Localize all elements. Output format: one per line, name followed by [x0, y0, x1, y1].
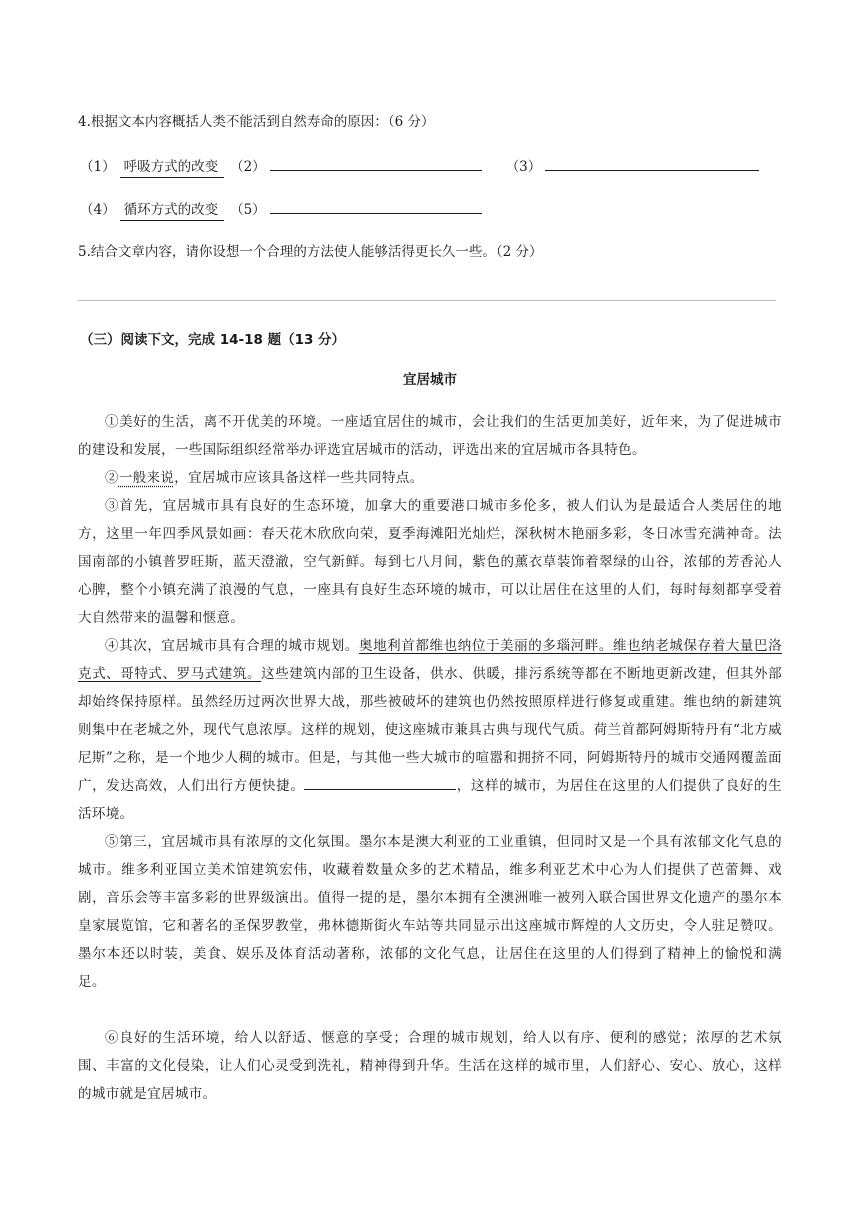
- paragraph-4-blank[interactable]: [304, 775, 456, 790]
- paragraph-4-tail: ，这样的城市，为居住在这里的人们提供了良好的生活环境。: [78, 778, 782, 822]
- paragraph-2-emphasis: 一般来说: [118, 470, 175, 486]
- answer-divider-line: [78, 300, 776, 301]
- paragraph-5: ⑤第三，宜居城市具有浓厚的文化氛围。墨尔本是澳大利亚的工业重镇，但同时又是一个具有浓郁文化气息的城市。维多利亚国立美术馆建筑宏伟，收藏着数量众多的艺术精品，维多利亚艺术中心为人们提供了芭蕾舞、戏剧，音乐会等丰富多彩的世界级演出。值得一提的是，墨尔本拥有全澳洲唯一被列入联合国世界文化遗产的墨尔本皇家展览馆，它和著名的圣保罗教堂，弗林德斯街火车站等共同显示出这座城市辉煌的人文历史，令人驻足赞叹。墨尔本还以时装，美食、娱乐及体育活动著称，浓郁的文化气息，让居住在这里的人们得到了精神上的愉悦和满足。: [78, 834, 782, 990]
- item-4-number: （4）: [80, 202, 116, 218]
- section-heading: （三）阅读下文，完成 14-18 题（13 分）: [80, 332, 346, 348]
- item-2-number: （2）: [230, 159, 266, 175]
- item-2-blank[interactable]: [270, 156, 482, 171]
- item-1-answer: 呼吸方式的改变: [120, 157, 225, 178]
- question-4-prompt: 4.根据文本内容概括人类不能活到自然寿命的原因：（6 分）: [78, 114, 435, 130]
- paragraph-3: ③首先，宜居城市具有良好的生态环境，加拿大的重要港口城市多伦多，被人们认为是最适合人类居住的地方，这里一年四季风景如画：春天花木欣欣向荣，夏季海滩阳光灿烂，深秋树木艳丽多彩，冬日冰雪充满神奇。法国南部的小镇普罗旺斯，蓝天澄澈，空气新鲜。每到七八月间，紫色的薰衣草装饰着翠绿的山谷，浓郁的芳香沁人心脾，整个小镇充满了浪漫的气息，一座具有良好生态环境的城市，可以让居住在这里的人们，每时每刻都享受着大自然带来的温馨和惬意。: [78, 498, 782, 626]
- paragraph-1: ①美好的生活，离不开优美的环境。一座适宜居住的城市，会让我们的生活更加美好，近年来，为了促进城市的建设和发展，一些国际组织经常举办评选宜居城市的活动，评选出来的宜居城市各具特色。: [78, 414, 782, 458]
- article-title: 宜居城市: [403, 372, 457, 388]
- paragraph-4-underlined: 奥地利首都维也纳位于美丽的多瑙河畔。维也纳老城保存着大量巴洛克式、哥特式、罗马式建筑。: [78, 638, 782, 682]
- paragraph-2-text: ，宜居城市应该具备这样一些共同特点。: [174, 470, 424, 486]
- paragraph-2-number: ②: [105, 470, 119, 486]
- question-5-prompt: 5.结合文章内容，请你设想一个合理的方法使人能够活得更长久一些。（2 分）: [78, 244, 543, 260]
- item-4-answer: 循环方式的改变: [120, 200, 225, 221]
- item-3-number: （3）: [505, 159, 542, 175]
- paragraph-6: ⑥良好的生活环境，给人以舒适、惬意的享受；合理的城市规划，给人以有序、便利的感觉；浓厚的艺术氛围、丰富的文化侵染，让人们心灵受到洗礼，精神得到升华。生活在这样的城市里，人们舒心、安心、放心，这样的城市就是宜居城市。: [78, 1030, 782, 1102]
- paragraph-4: [78, 632, 782, 828]
- question-4-row-1: [80, 156, 759, 178]
- paragraph-4-body: 这些建筑内部的卫生设备，供水、供暖，排污系统等都在不断地更新改建，但其外部却始终保持原样。虽然经历过两次世界大战，那些被破坏的建筑也仍然按照原样进行修复或重建。维也纳的新建筑则集中在老城之外，现代气息浓厚。这样的规划，使这座城市兼具古典与现代气质。荷兰首都阿姆斯特丹有“北方威尼斯”之称，是一个地少人稠的城市。但是，与其他一些大城市的喧嚣和拥挤不同，阿姆斯特丹的城市交通网覆盖面广，发达高效，人们出行方便快捷。: [78, 666, 782, 794]
- question-4-row-2: [80, 199, 482, 221]
- item-1-number: （1）: [80, 159, 116, 175]
- item-3-blank[interactable]: [545, 156, 759, 171]
- item-5-blank[interactable]: [270, 199, 482, 214]
- paragraph-4-lead: ④其次，宜居城市具有合理的城市规划。: [105, 638, 359, 654]
- item-5-number: （5）: [230, 202, 266, 218]
- paragraph-2: [78, 464, 782, 492]
